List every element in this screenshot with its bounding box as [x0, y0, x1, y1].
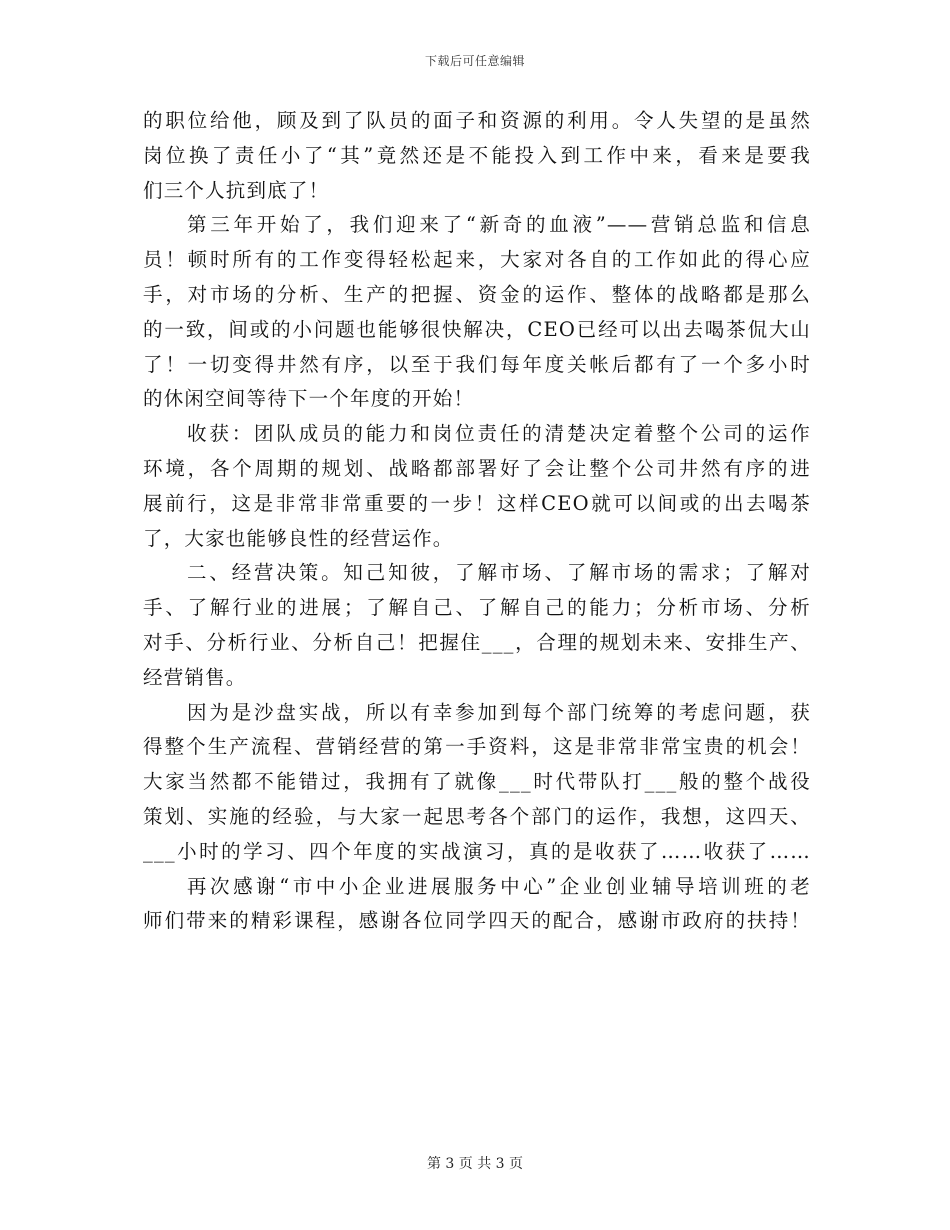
paragraph-line: 的休闲空间等待下一个年度的开始！: [143, 387, 475, 411]
paragraph-line: 了，大家也能够良性的经营运作。: [143, 526, 454, 550]
paragraph-line: 二、经营决策。知己知彼，了解市场、了解市场的需求；了解对: [187, 561, 811, 585]
paragraph-line: 环境，各个周期的规划、战略都部署好了会让整个公司井然有序的进: [143, 456, 811, 480]
paragraph-line: 手、了解行业的进展；了解自己、了解自己的能力；分析市场、分析: [143, 596, 811, 620]
page-header: 下载后可任意编辑: [424, 54, 525, 68]
paragraph-line: 了！一切变得井然有序，以至于我们每年度关帐后都有了一个多小时: [143, 352, 811, 376]
paragraph-line: 因为是沙盘实战，所以有幸参加到每个部门统筹的考虑问题，获: [187, 700, 811, 724]
paragraph-line: 策划、实施的经验，与大家一起思考各个部门的运作，我想，这四天、: [143, 804, 811, 828]
paragraph-line: 再次感谢“市中小企业进展服务中心”企业创业辅导培训班的老: [187, 874, 811, 898]
document-body: [143, 104, 811, 939]
paragraph-line: 岗位换了责任小了“其”竟然还是不能投入到工作中来，看来是要我: [143, 143, 811, 167]
paragraph-line: 收获：团队成员的能力和岗位责任的清楚决定着整个公司的运作: [187, 422, 811, 446]
paragraph-line: 经营销售。: [143, 665, 247, 689]
paragraph-line: 们三个人抗到底了！: [143, 178, 330, 202]
paragraph-line: 师们带来的精彩课程，感谢各位同学四天的配合，感谢市政府的扶持！: [143, 909, 811, 933]
paragraph-line: 的一致，间或的小问题也能够很快解决，CEO已经可以出去喝茶侃大山: [143, 317, 811, 341]
paragraph-line: 第三年开始了，我们迎来了“新奇的血液”——营销总监和信息: [187, 213, 811, 237]
paragraph-line: 的职位给他，顾及到了队员的面子和资源的利用。令人失望的是虽然: [143, 109, 811, 132]
page-number: 第 3 页 共 3 页: [426, 1156, 524, 1172]
paragraph-line: ___小时的学习、四个年度的实战演习，真的是收获了……收获了……: [143, 839, 811, 863]
paragraph-line: 得整个生产流程、营销经营的第一手资料，这是非常非常宝贵的机会！: [143, 735, 811, 759]
paragraph-line: 对手、分析行业、分析自己！把握住___，合理的规划未来、安排生产、: [143, 630, 811, 654]
paragraph-line: 大家当然都不能错过，我拥有了就像___时代带队打___般的整个战役: [143, 770, 811, 794]
paragraph-line: 员！顿时所有的工作变得轻松起来，大家对各自的工作如此的得心应: [143, 248, 811, 272]
paragraph-line: 手，对市场的分析、生产的把握、资金的运作、整体的战略都是那么: [143, 282, 811, 306]
paragraph-line: 展前行，这是非常非常重要的一步！这样CEO就可以间或的出去喝茶: [143, 491, 811, 515]
